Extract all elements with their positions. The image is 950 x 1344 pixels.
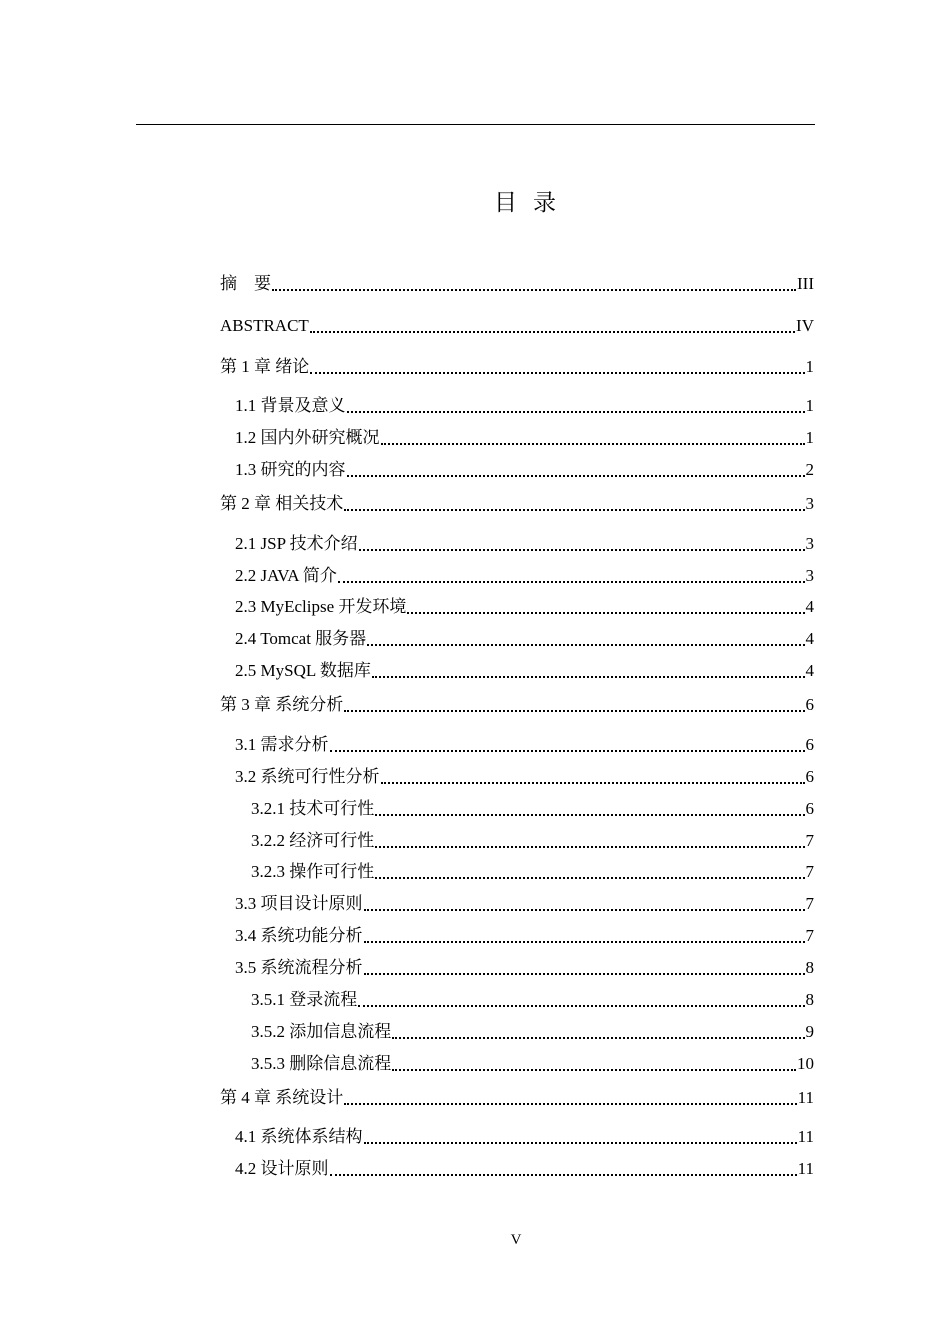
leader-dots (375, 845, 804, 848)
toc-entry-label: 3.1 需求分析 (235, 735, 329, 754)
toc-entry-page: 9 (805, 1022, 814, 1041)
toc-entry-chapter-1[interactable] (220, 355, 814, 379)
toc-entry-2-4[interactable] (235, 627, 814, 651)
leader-dots (364, 940, 805, 943)
toc-entry-page: 1 (805, 428, 814, 447)
toc-entry-page: 6 (805, 767, 814, 786)
toc-entry-abstract-cn[interactable] (220, 272, 814, 296)
page-number: V (510, 1232, 522, 1248)
leader-dots (359, 548, 805, 551)
title-char-2: 录 (533, 190, 558, 216)
toc-entry-abstract-en[interactable] (220, 314, 814, 338)
leader-dots (347, 474, 805, 477)
toc-entry-page: 8 (805, 958, 814, 977)
toc-entry-label: 3.2.3 操作可行性 (251, 862, 375, 881)
toc-entry-label: 3.4 系统功能分析 (235, 926, 363, 945)
toc-entry-page: 7 (805, 831, 814, 850)
toc-entry-label: 3.3 项目设计原则 (235, 894, 363, 913)
toc-entry-page: 6 (805, 735, 814, 754)
toc-entry-label: 第 3 章 系统分析 (220, 695, 344, 714)
toc-entry-page: 7 (805, 926, 814, 945)
toc-entry-label: 3.5.3 删除信息流程 (251, 1054, 392, 1073)
toc-entry-label: 第 1 章 绪论 (220, 357, 310, 376)
toc-entry-page: 8 (805, 990, 814, 1009)
toc-entry-2-5[interactable] (235, 659, 814, 683)
toc-entry-chapter-4[interactable] (220, 1086, 814, 1110)
toc-entry-page: 4 (805, 597, 814, 616)
toc-entry-page: 1 (805, 396, 814, 415)
toc-entry-label: 1.1 背景及意义 (235, 396, 346, 415)
toc-entry-page: 4 (805, 629, 814, 648)
toc-entry-4-1[interactable] (235, 1125, 814, 1149)
leader-dots (372, 675, 805, 678)
toc-entry-1-2[interactable] (235, 426, 814, 450)
toc-entry-4-2[interactable] (235, 1157, 814, 1181)
leader-dots (375, 876, 804, 879)
leader-dots (272, 288, 796, 291)
leader-dots (330, 749, 805, 752)
leader-dots (364, 908, 805, 911)
leader-dots (347, 410, 805, 413)
toc-entry-page: III (797, 274, 814, 293)
toc-entry-label: 2.5 MySQL 数据库 (235, 661, 371, 680)
leader-dots (310, 371, 804, 374)
toc-entry-1-3[interactable] (235, 458, 814, 482)
title-char-1: 目 (494, 190, 519, 216)
leader-dots (364, 972, 805, 975)
toc-entry-label: 1.3 研究的内容 (235, 460, 346, 479)
toc-entry-3-3[interactable] (235, 892, 814, 916)
toc-entry-3-1[interactable] (235, 733, 814, 757)
toc-entry-label: 3.5.1 登录流程 (251, 990, 358, 1009)
toc-entry-label: 2.4 Tomcat 服务器 (235, 629, 367, 648)
toc-entry-chapter-3[interactable] (220, 693, 814, 717)
toc-entry-page: 11 (797, 1088, 814, 1107)
toc-entry-page: 2 (805, 460, 814, 479)
leader-dots (381, 781, 805, 784)
toc-entry-page: 6 (805, 799, 814, 818)
leader-dots (330, 1173, 797, 1176)
toc-entry-page: 3 (805, 494, 814, 513)
leader-dots (407, 611, 804, 614)
toc-entry-label: 摘 要 (220, 274, 271, 293)
leader-dots (367, 643, 804, 646)
leader-dots (344, 508, 804, 511)
toc-entry-label: 2.3 MyEclipse 开发环境 (235, 597, 407, 616)
toc-entry-page: 6 (805, 695, 814, 714)
toc-entry-page: 11 (797, 1159, 814, 1178)
leader-dots (338, 580, 805, 583)
toc-entry-2-2[interactable] (235, 564, 814, 588)
toc-entry-page: 3 (805, 566, 814, 585)
toc-entry-label: 4.1 系统体系结构 (235, 1127, 363, 1146)
toc-entry-label: 1.2 国内外研究概况 (235, 428, 380, 447)
toc-entry-1-1[interactable] (235, 394, 814, 418)
toc-entry-page: 10 (797, 1054, 814, 1073)
toc-entry-3-4[interactable] (235, 924, 814, 948)
leader-dots (392, 1036, 804, 1039)
leader-dots (381, 442, 805, 445)
leader-dots (358, 1004, 804, 1007)
leader-dots (364, 1141, 797, 1144)
toc-entry-page: 1 (805, 357, 814, 376)
toc-entry-label: 3.2 系统可行性分析 (235, 767, 380, 786)
toc-entry-3-5-3[interactable] (251, 1052, 814, 1076)
toc-entry-label: 2.2 JAVA 简介 (235, 566, 337, 585)
toc-entry-page: 4 (805, 661, 814, 680)
toc-entry-label: 2.1 JSP 技术介绍 (235, 534, 358, 553)
toc-entry-label: 4.2 设计原则 (235, 1159, 329, 1178)
toc-entry-chapter-2[interactable] (220, 492, 814, 516)
leader-dots (310, 330, 795, 333)
leader-dots (392, 1068, 796, 1071)
toc-entry-page: 11 (797, 1127, 814, 1146)
toc-entry-3-2-3[interactable] (251, 860, 814, 884)
toc-entry-label: 3.2.1 技术可行性 (251, 799, 375, 818)
toc-entry-page: 7 (805, 894, 814, 913)
toc-entry-3-2-1[interactable] (251, 797, 814, 821)
toc-entry-3-5-1[interactable] (251, 988, 814, 1012)
toc-entry-label: 第 2 章 相关技术 (220, 494, 344, 513)
toc-entry-label: 第 4 章 系统设计 (220, 1088, 344, 1107)
toc-entry-page: 3 (805, 534, 814, 553)
toc-entry-3-2[interactable] (235, 765, 814, 789)
toc-entry-label: 3.5.2 添加信息流程 (251, 1022, 392, 1041)
toc-entry-3-2-2[interactable] (251, 829, 814, 853)
toc-entry-3-5[interactable] (235, 956, 814, 980)
toc-entry-page: IV (796, 316, 814, 335)
toc-entry-2-3[interactable] (235, 595, 814, 619)
toc-entry-page: 7 (805, 862, 814, 881)
toc-entry-2-1[interactable] (235, 532, 814, 556)
toc-entry-label: 3.5 系统流程分析 (235, 958, 363, 977)
leader-dots (344, 1102, 796, 1105)
toc-entry-3-5-2[interactable] (251, 1020, 814, 1044)
toc-entry-label: 3.2.2 经济可行性 (251, 831, 375, 850)
leader-dots (375, 813, 804, 816)
leader-dots (344, 709, 804, 712)
toc-entry-label: ABSTRACT (220, 316, 309, 335)
